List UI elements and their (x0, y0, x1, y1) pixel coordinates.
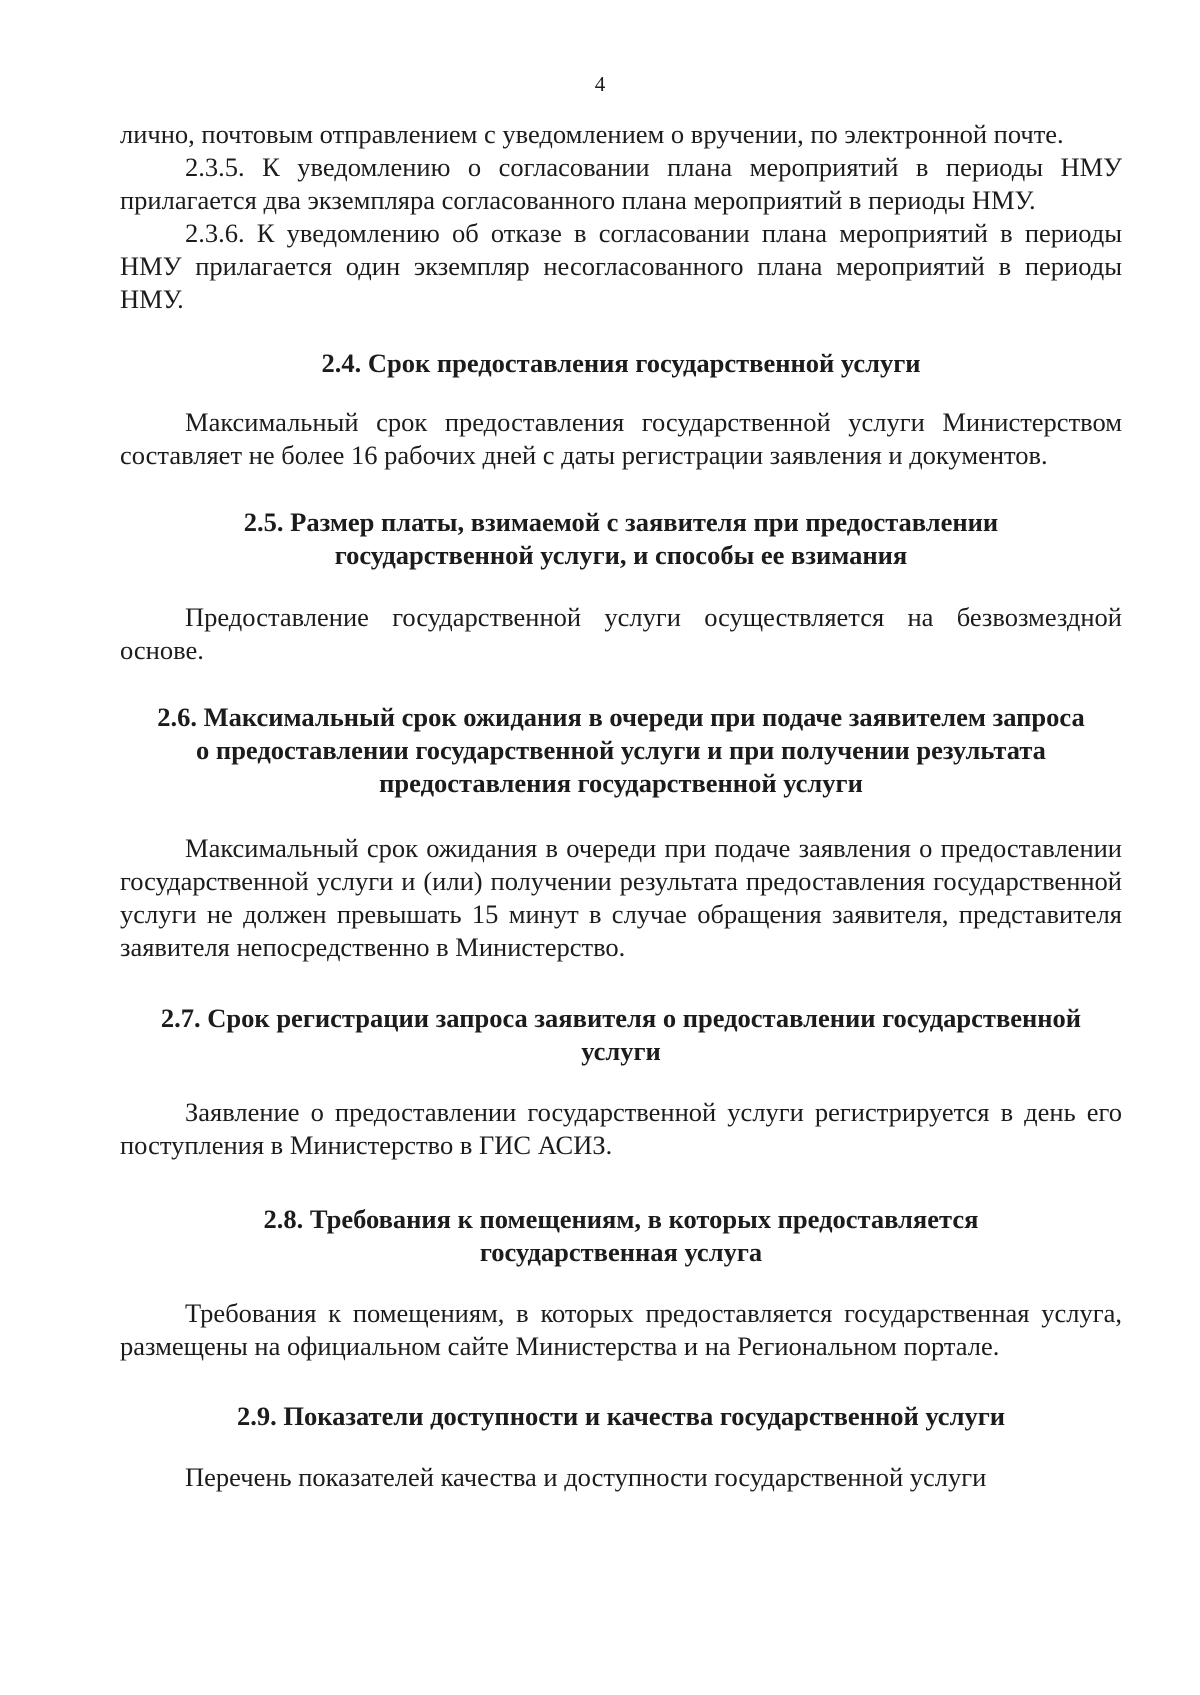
paragraph-2-8: Требования к помещениям, в которых предоставляется государственная услуга, размещены на официальном сайте Министерства и на Региональном портале. (120, 1298, 1122, 1361)
heading-2-4: 2.4. Срок предоставления государственной услуги (321, 348, 921, 378)
heading-2-7 (120, 1002, 1122, 1068)
page-number: 4 (594, 72, 606, 96)
paragraph-2-6: Максимальный срок ожидания в очереди при подаче заявления о предоставлении государственной услуги и (или) получении результата предоставления государственной услуги не должен превышать 15 минут в случае обращения заявителя, представителя заявителя непосредственно в Министерство. (120, 833, 1122, 962)
paragraph-continuation: лично, почтовым отправлением с уведомлением о вручении, по электронной почте. (120, 119, 1064, 149)
paragraph-2-3-6: 2.3.6. К уведомлению об отказе в согласовании плана мероприятий в периоды НМУ прилагается один экземпляр несогласованного плана мероприятий в периоды НМУ. (120, 218, 1122, 314)
paragraph-2-7: Заявление о предоставлении государственной услуги регистрируется в день его поступления в Министерство в ГИС АСИЗ. (120, 1097, 1122, 1160)
paragraph-2-5: Предоставление государственной услуги осуществляется на безвозмездной основе. (120, 602, 1122, 665)
heading-2-5-line-1: 2.5. Размер платы, взимаемой с заявителя при предоставлении (243, 507, 999, 537)
heading-2-5 (120, 506, 1122, 572)
heading-2-5-line-2: государственной услуги, и способы ее взимания (334, 540, 908, 570)
heading-2-6-line-3: предоставления государственной услуги (379, 768, 863, 798)
heading-2-6-line-2: о предоставлении государственной услуги и при получении результата (196, 735, 1046, 765)
heading-2-7-line-1: 2.7. Срок регистрации запроса заявителя о предоставлении государственной (160, 1003, 1082, 1033)
paragraph-2-3-5: 2.3.5. К уведомлению о согласовании плана мероприятий в периоды НМУ прилагается два экземпляра согласованного плана мероприятий в периоды НМУ. (120, 152, 1122, 215)
heading-2-6-line-1: 2.6. Максимальный срок ожидания в очереди при подаче заявителем запроса (157, 702, 1085, 732)
heading-2-8 (120, 1203, 1122, 1269)
heading-2-9: 2.9. Показатели доступности и качества государственной услуги (236, 1401, 1005, 1431)
paragraph-2-4: Максимальный срок предоставления государственной услуги Министерством составляет не более 16 рабочих дней с даты регистрации заявления и документов. (120, 407, 1122, 470)
heading-2-8-line-1: 2.8. Требования к помещениям, в которых предоставляется (263, 1204, 979, 1234)
document-body (120, 118, 1122, 1494)
heading-2-6 (120, 701, 1122, 800)
heading-2-7-line-2: услуги (581, 1036, 661, 1066)
paragraph-2-9: Перечень показателей качества и доступности государственной услуги (185, 1462, 987, 1492)
heading-2-8-line-2: государственная услуга (479, 1237, 763, 1267)
